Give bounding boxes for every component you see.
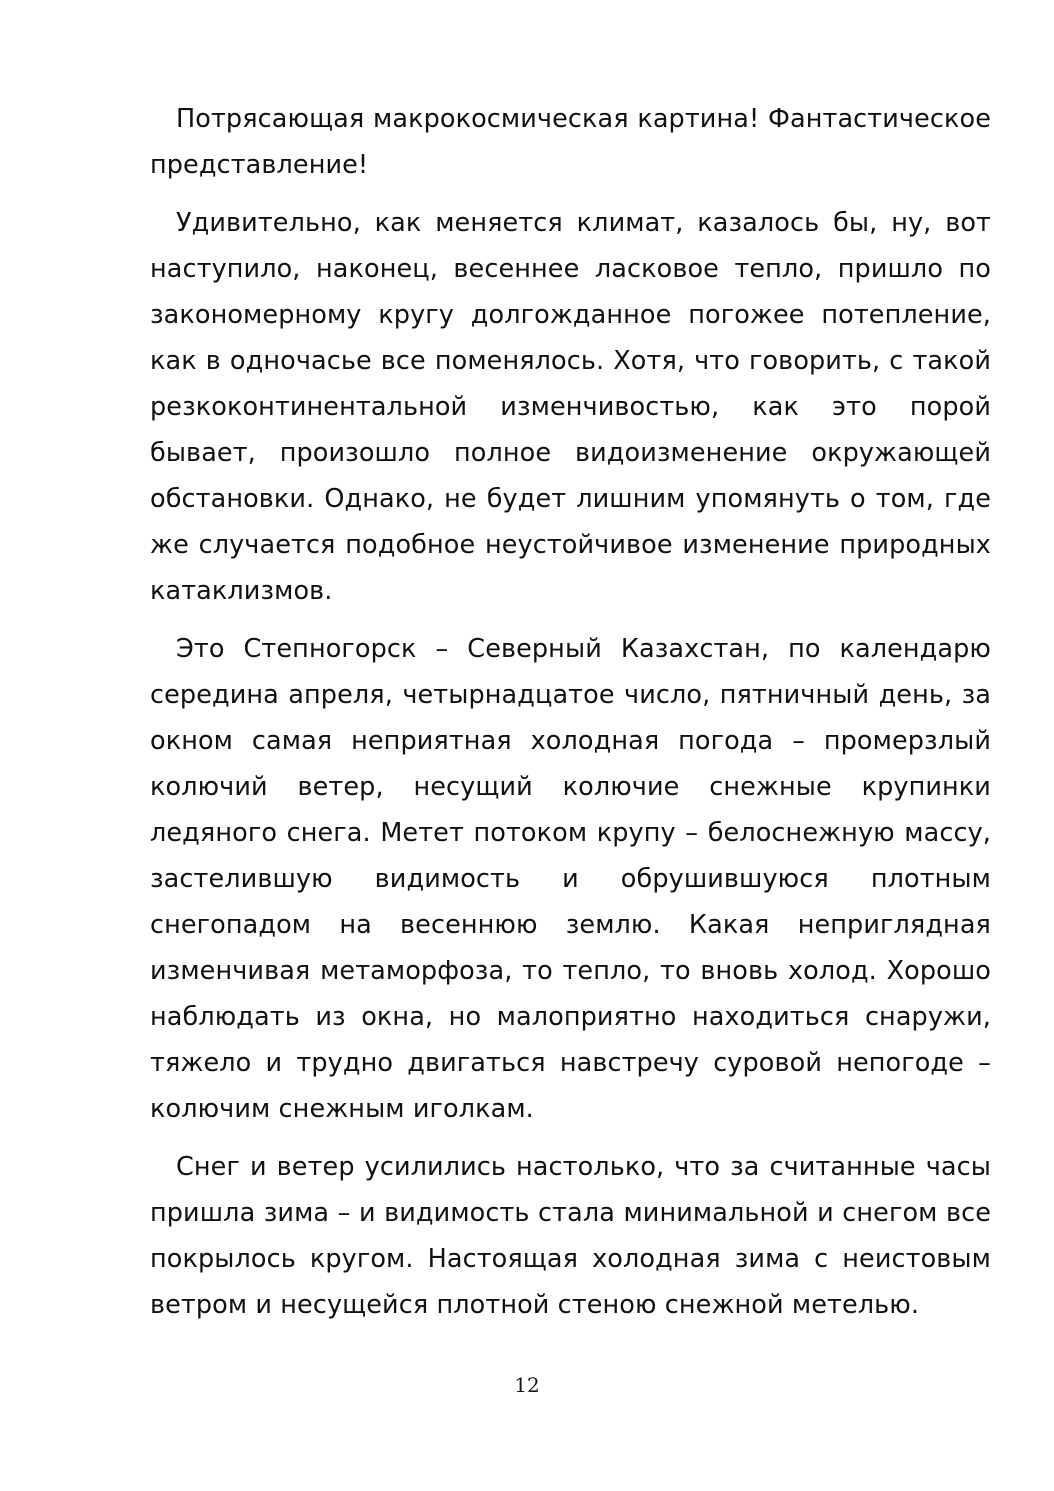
paragraph-4: Снег и ветер усилились настолько, что за считанные часы пришла зима – и видимость стала минимальной и снегом все покрылось кругом. Настоящая холодная зима с неистовым ветром и несущейся плотной стеною снежной метелью. bbox=[150, 1152, 991, 1320]
paragraph-3: Это Степногорск – Северный Казахстан, по календарю середина апреля, четырнадцатое число, пятничный день, за окном самая неприятная холодная погода – промерзлый колючий ветер, несущий колючие снежные крупинки ледяного снега. Метет потоком крупу – белоснежную массу, застелившую видимость и обрушившуюся плотным снегопадом на весеннюю землю. Какая неприглядная изменчивая метаморфоза, то тепло, то вновь холод. Хорошо наблюдать из окна, но малоприятно находиться снаружи, тяжело и трудно двигаться навстречу суровой непогоде – колючим снежным иголкам. bbox=[150, 634, 991, 1124]
body-text-column bbox=[150, 96, 991, 1328]
paragraph-1: Потрясающая макрокосмическая картина! Фантастическое представление! bbox=[150, 104, 991, 180]
paragraph-2: Удивительно, как меняется климат, казалось бы, ну, вот наступило, наконец, весеннее ласковое тепло, пришло по закономерному кругу долгожданное погожее потепление, как в одночасье все поменялось. Хотя, что говорить, с такой резкоконтинентальной изменчивостью, как это порой бывает, произошло полное видоизменение окружающей обстановки. Однако, не будет лишним упомянуть о том, где же случается подобное неустойчивое изменение природных катаклизмов. bbox=[150, 208, 991, 606]
page-number: 12 bbox=[514, 1373, 540, 1397]
